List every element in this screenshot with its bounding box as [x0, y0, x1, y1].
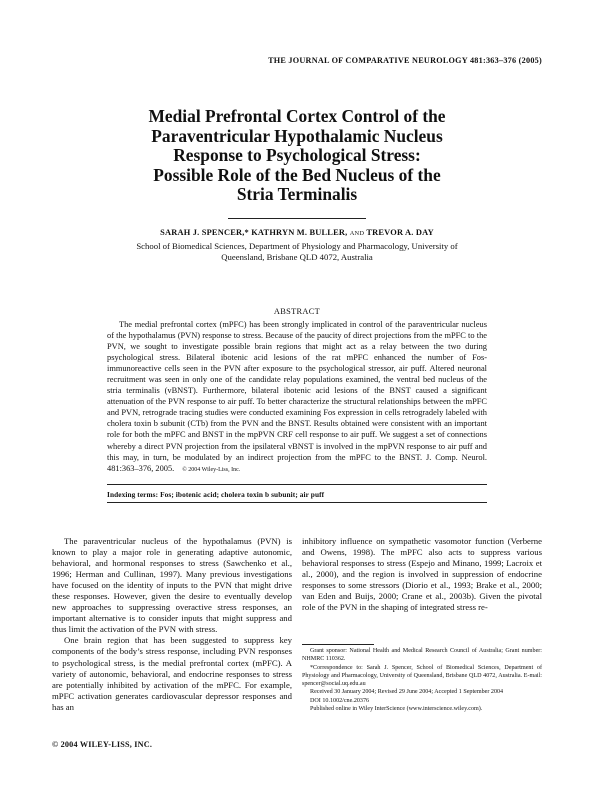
footnote-published: Published online in Wiley InterScience (www.interscience.wiley.com). [310, 705, 483, 712]
footnote-correspondence: *Correspondence to: Sarah J. Spencer, School of Biomedical Sciences, Department of Physiology and Pharmacology, University of Queensland, Brisbane QLD 4072, Australia. E-mail: spencer@social.uq.edu.au [302, 664, 542, 687]
footnote-doi: DOI 10.1002/cne.20376 [310, 697, 370, 704]
footnote-grant: Grant sponsor: National Health and Medical Research Council of Australia; Grant number: NHMRC 110362. [302, 648, 542, 663]
index-terms: Indexing terms: Fos; ibotenic acid; cholera toxin b subunit; air puff [107, 490, 325, 499]
title-line: Possible Role of the Bed Nucleus of the [153, 164, 441, 185]
footnote-divider [302, 644, 374, 645]
body-column-right [302, 536, 542, 613]
affiliation-line: Queensland, Brisbane QLD 4072, Australia [221, 252, 373, 262]
body-paragraph: The paraventricular nucleus of the hypothalamus (PVN) is known to play a major role in generating adaptive autonomic, behavioral, and hormonal responses to stress (Sawchenko et al., 1996; Herman and Cullinan, 1997). Many previous investigations have focused on the identity of inputs to the PVN that might drive these responses. However, given the desire to eventually develop new approaches to suppressing overactive stress responses, an important alternative is to consider inputs that might suppress and thus limit the activation of the PVN with stress. [52, 536, 292, 635]
author-list [40, 228, 554, 237]
footnotes [302, 647, 542, 713]
title-line: Stria Terminalis [236, 184, 358, 205]
affiliation [96, 241, 498, 263]
abstract-heading: ABSTRACT [273, 307, 321, 316]
title-divider [228, 218, 366, 219]
authors-and: AND [349, 230, 365, 237]
authors-part-2: TREVOR A. DAY [366, 228, 434, 237]
title-line: Medial Prefrontal Cortex Control of the [148, 106, 446, 126]
affiliation-line: School of Biomedical Sciences, Department of Physiology and Pharmacology, University of [136, 241, 458, 251]
abstract-body [107, 319, 487, 476]
body-paragraph: inhibitory influence on sympathetic vasomotor function (Verberne and Owens, 1998). The mPFC also acts to suppress various behavioral responses to stress (Espejo and Minano, 1999; Lacroix et al., 2000), and the region is involved in suppression of endocrine responses to some stressors (Diorio et al., 1993; Brake et al., 2000; van Eden and Buijs, 2000; Crane et al., 2003b). Given the pivotal role of the PVN in the shaping of integrated stress re- [302, 536, 542, 613]
abstract-divider-bottom [107, 502, 487, 503]
title-line: Paraventricular Hypothalamic Nucleus [151, 125, 443, 146]
abstract-copyright: © 2004 Wiley-Liss, Inc. [182, 466, 241, 473]
abstract-divider-top [107, 484, 487, 485]
abstract-text: The medial prefrontal cortex (mPFC) has been strongly implicated in control of the paraventricular nucleus of the hypothalamus (PVN) response to stress. Because of the paucity of direct projections from the mPFC to the PVN, we sought to investigate possible brain regions that might act as a relay between the two during psychological stress. Bilateral ibotenic acid lesions of the rat mPFC enhanced the number of Fos-immunoreactive cells seen in the PVN after exposure to the psychological stressor, air puff. Altered neuronal recruitment was seen in only one of the candidate relay populations examined, the ventral bed nucleus of the stria terminalis (vBNST). Furthermore, bilateral ibotenic acid lesions of the BNST caused a significant attenuation of the PVN response to air puff. To better characterize the structural relationships between the mPFC and PVN, retrograde tracing studies were conducted examining Fos expression in cells retrogradely labeled with cholera toxin b subunit (CTb) from the PVN and the BNST. Results obtained were consistent with an important role for both the mPFC and BNST in the mpPVN CRF cell response to air puff. We suggest a set of connections whereby a direct PVN projection from the ipsilateral vBNST is involved in the mpPVN response to air puff and this may, in turn, be modulated by an indirect projection from the mPFC to the BNST. J. Comp. Neurol. 481:363–376, 2005. [107, 320, 487, 473]
footnote-dates: Received 30 January 2004; Revised 29 June 2004; Accepted 1 September 2004 [310, 689, 504, 696]
journal-header: THE JOURNAL OF COMPARATIVE NEUROLOGY 481:363–376 (2005) [268, 56, 542, 65]
title-line: Response to Psychological Stress: [173, 145, 421, 166]
authors-part-1: SARAH J. SPENCER,* KATHRYN M. BULLER, [160, 228, 348, 237]
body-paragraph: One brain region that has been suggested to suppress key components of the body’s stress response, including PVN responses to psychological stress, is the medial prefrontal cortex (mPFC). A variety of autonomic, behavioral, and endocrine responses to stress are potentially inhibited by activation of the mPFC. For example, mPFC activation generates cardiovascular depressor responses and has an [52, 635, 292, 712]
footer-copyright: © 2004 WILEY-LISS, INC. [52, 740, 153, 749]
body-column-left [52, 536, 292, 713]
article-title [60, 107, 534, 205]
